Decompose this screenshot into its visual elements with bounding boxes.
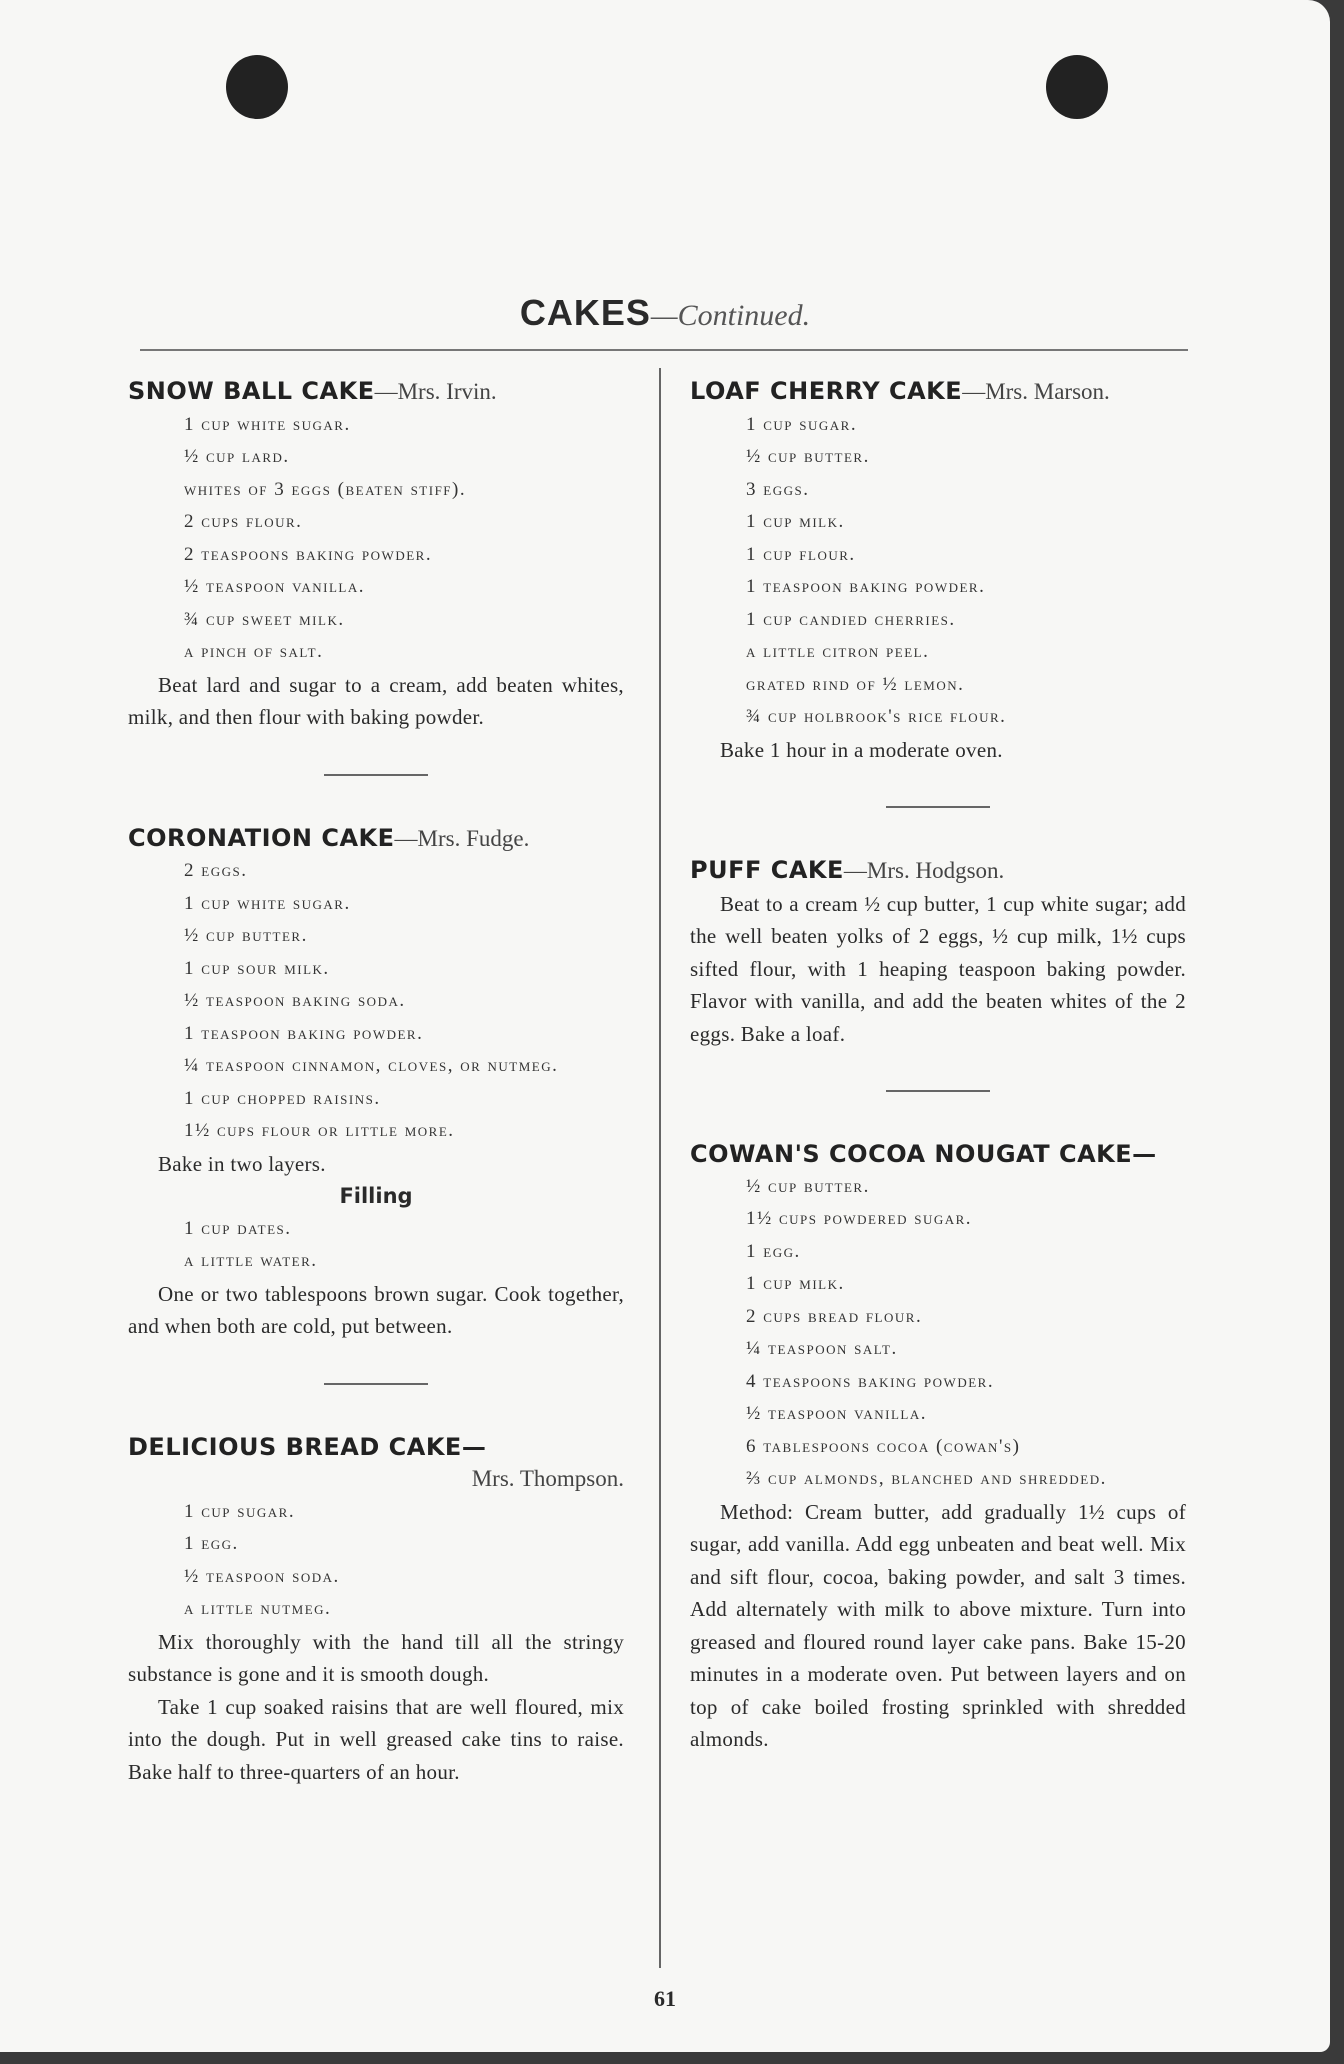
- filling-method: One or two tablespoons brown sugar. Cook together, and when both are cold, put between.: [128, 1281, 624, 1338]
- ingredient: ½ cup butter.: [746, 446, 870, 467]
- recipe-author: —Mrs. Marson.: [962, 379, 1110, 404]
- ingredient: 1 cup white sugar.: [184, 892, 351, 914]
- ingredient: 2 eggs.: [184, 860, 248, 881]
- right-column: [690, 375, 1186, 1756]
- ingredient: 1 cup sour milk.: [184, 957, 330, 979]
- ingredient: 1 cup sugar.: [184, 1500, 296, 1522]
- recipe-method-continued: Take 1 cup soaked raisins that are well floured, mix into the dough. Put in well greased cake tins to raise. Bake half to three-quarters of an hour.: [128, 1694, 624, 1784]
- recipe-author: —Mrs. Fudge.: [394, 825, 530, 851]
- ingredient: 1 cup candied cherries.: [746, 608, 956, 630]
- section-separator: [324, 1383, 428, 1385]
- title-rule: [140, 349, 1188, 351]
- ingredient: ¼ teaspoon cinnamon, cloves, or nutmeg.: [184, 1055, 559, 1076]
- ingredient: grated rind of ½ lemon.: [746, 673, 965, 695]
- ingredient: 1 cup chopped raisins.: [184, 1087, 381, 1109]
- ingredient: 1 cup flour.: [746, 543, 856, 565]
- section-separator: [886, 806, 990, 808]
- ingredient: 1 cup sugar.: [746, 413, 858, 435]
- ingredient: ½ teaspoon vanilla.: [184, 576, 365, 597]
- ingredient: 1 egg.: [746, 1240, 801, 1262]
- recipe-snow-ball-cake: [128, 375, 624, 734]
- recipe-title: [128, 375, 624, 409]
- ingredient: 1 teaspoon baking powder.: [746, 576, 986, 597]
- ingredient: ½ cup butter.: [746, 1175, 870, 1197]
- recipe-name: PUFF CAKE: [690, 856, 844, 884]
- ingredient: ½ teaspoon baking soda.: [184, 990, 406, 1011]
- filling-heading: Filling: [339, 1184, 413, 1208]
- recipe-title: COWAN'S COCOA NOUGAT CAKE—: [690, 1140, 1157, 1168]
- recipe-title: [690, 375, 1186, 409]
- ingredient: whites of 3 eggs (beaten stiff).: [184, 478, 467, 500]
- recipe-name: LOAF CHERRY CAKE: [690, 377, 963, 405]
- page-number: 61: [654, 1986, 676, 2011]
- ingredient: ⅔ cup almonds, blanched and shredded.: [746, 1468, 1107, 1489]
- ingredient: 1 egg.: [184, 1533, 239, 1554]
- recipe-loaf-cherry-cake: [690, 375, 1186, 766]
- column-divider: [659, 368, 661, 1968]
- binder-hole-left: [226, 55, 288, 119]
- ingredient: 1 cup white sugar.: [184, 413, 351, 435]
- ingredient: ½ teaspoon vanilla.: [746, 1403, 927, 1424]
- recipe-method: Bake in two layers.: [158, 1151, 326, 1176]
- ingredient: ½ cup lard.: [184, 446, 290, 467]
- ingredient: ½ cup butter.: [184, 925, 308, 946]
- ingredient: a little nutmeg.: [184, 1598, 332, 1619]
- recipe-author: Mrs. Thompson.: [471, 1466, 624, 1491]
- ingredient: ½ teaspoon soda.: [184, 1565, 340, 1587]
- recipe-author: —Mrs. Hodgson.: [843, 858, 1005, 883]
- ingredient: a little citron peel.: [746, 641, 930, 662]
- page-title: [0, 292, 1330, 334]
- ingredient: 4 teaspoons baking powder.: [746, 1370, 995, 1392]
- recipe-title: DELICIOUS BREAD CAKE—: [128, 1432, 487, 1461]
- ingredient: 1 cup milk.: [746, 1273, 845, 1294]
- ingredient: ¼ teaspoon salt.: [746, 1338, 898, 1359]
- recipe-puff-cake: [690, 854, 1186, 1050]
- recipe-method: Bake 1 hour in a moderate oven.: [720, 737, 1003, 762]
- ingredient: 1½ cups flour or little more.: [184, 1120, 455, 1141]
- recipe-name: CORONATION CAKE: [128, 823, 395, 852]
- page-title-continued: —Continued.: [650, 299, 811, 332]
- recipe-coronation-cake: [128, 822, 624, 1343]
- left-column: [128, 375, 624, 1788]
- binder-hole-right: [1046, 55, 1108, 119]
- filling-ingredient: a little water.: [184, 1250, 318, 1271]
- recipe-title: [690, 854, 1186, 888]
- ingredient: 2 teaspoons baking powder.: [184, 543, 433, 565]
- ingredient: 2 cups flour.: [184, 511, 303, 532]
- ingredient: 3 eggs.: [746, 478, 810, 500]
- page-title-main: CAKES: [519, 292, 651, 333]
- ingredient: a pinch of salt.: [184, 641, 324, 662]
- ingredient: 1½ cups powdered sugar.: [746, 1208, 973, 1229]
- ingredient: 6 tablespoons cocoa (cowan's): [746, 1435, 1021, 1457]
- recipe-cowans-cocoa-nougat-cake: [690, 1138, 1186, 1756]
- ingredient: ¾ cup sweet milk.: [184, 608, 345, 630]
- recipe-delicious-bread-cake: [128, 1431, 624, 1789]
- filling-ingredient: 1 cup dates.: [184, 1217, 292, 1239]
- recipe-author: —Mrs. Irvin.: [374, 379, 497, 404]
- recipe-method: Method: Cream butter, add gradually 1½ cups of sugar, add vanilla. Add egg unbeaten and beat well. Mix and sift flour, cocoa, baking powder, and salt 3 times. Add alternately with milk to above mixture. Turn into greased and floured round layer cake pans. Bake 15-20 minutes in a moderate oven. Put between layers and on top of cake boiled frosting sprinkled with shredded almonds.: [690, 1499, 1186, 1751]
- recipe-method: Mix thoroughly with the hand till all the stringy substance is gone and it is smooth dough.: [128, 1629, 624, 1686]
- recipe-name: SNOW BALL CAKE: [128, 377, 375, 405]
- section-separator: [886, 1090, 990, 1092]
- recipe-method: Beat lard and sugar to a cream, add beaten whites, milk, and then flour with baking powder.: [128, 672, 624, 729]
- ingredient: 1 teaspoon baking powder.: [184, 1022, 424, 1044]
- recipe-method: Beat to a cream ½ cup butter, 1 cup white sugar; add the well beaten yolks of 2 eggs, ½ cup milk, 1½ cups sifted flour, with 1 heaping teaspoon baking powder. Flavor with vanilla, and add the beaten whites of the 2 eggs. Bake a loaf.: [690, 891, 1186, 1046]
- recipe-title: [128, 822, 624, 856]
- ingredient: ¾ cup holbrook's rice flour.: [746, 706, 1007, 727]
- ingredient: 1 cup milk.: [746, 511, 845, 532]
- ingredient: 2 cups bread flour.: [746, 1305, 923, 1327]
- section-separator: [324, 774, 428, 776]
